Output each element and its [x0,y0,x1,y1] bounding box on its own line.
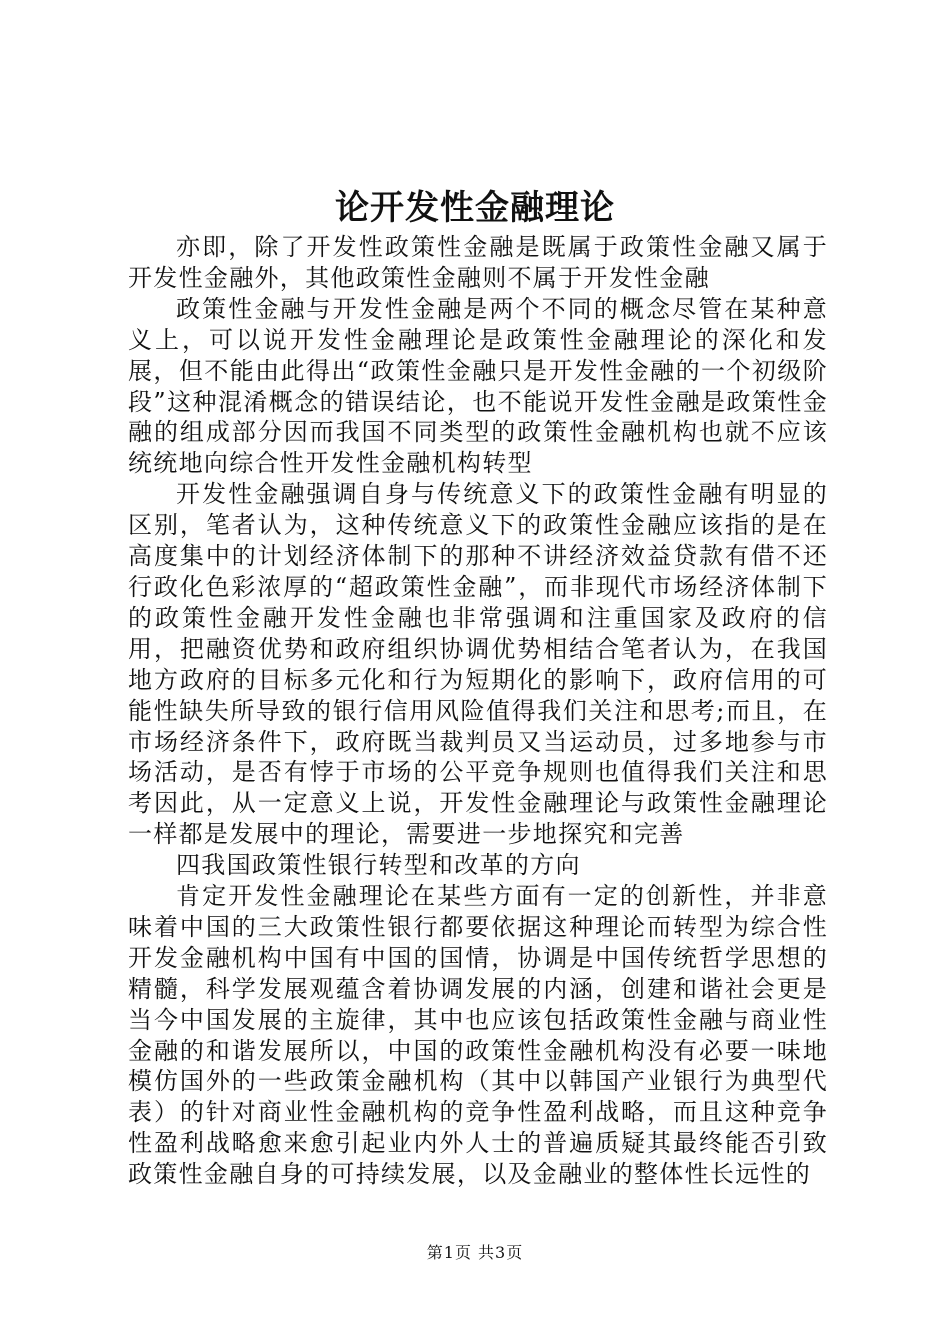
paragraph: 亦即，除了开发性政策性金融是既属于政策性金融又属于开发性金融外，其他政策性金融则不属于开发性金融 [128,233,828,292]
page-footer: 第1页 共3页 [426,1243,524,1262]
section-heading: 四我国政策性银行转型和改革的方向 [176,851,581,880]
paragraph: 政策性金融与开发性金融是两个不同的概念尽管在某种意义上，可以说开发性金融理论是政策性金融理论的深化和发展，但不能由此得出“政策性金融只是开发性金融的一个初级阶段”这种混淆概念的错误结论，也不能说开发性金融是政策性金融的组成部分因而我国不同类型的政策性金融机构也就不应该统统地向综合性开发性金融机构转型 [128,294,828,478]
paragraph: 开发性金融强调自身与传统意义下的政策性金融有明显的区别，笔者认为，这种传统意义下的政策性金融应该指的是在高度集中的计划经济体制下的那种不讲经济效益贷款有借不还行政化色彩浓厚的“超政策性金融”，而非现代市场经济体制下的政策性金融开发性金融也非常强调和注重国家及政府的信用，把融资优势和政府组织协调优势相结合笔者认为，在我国地方政府的目标多元化和行为短期化的影响下，政府信用的可能性缺失所导致的银行信用风险值得我们关注和思考;而且，在市场经济条件下，政府既当裁判员又当运动员，过多地参与市场活动，是否有悖于市场的公平竞争规则也值得我们关注和思考因此，从一定意义上说，开发性金融理论与政策性金融理论一样都是发展中的理论，需要进一步地探究和完善 [128,480,828,849]
document-title: 论开发性金融理论 [335,188,615,228]
document-body [128,232,828,1190]
paragraph: 肯定开发性金融理论在某些方面有一定的创新性，并非意味着中国的三大政策性银行都要依据这种理论而转型为综合性开发金融机构中国有中国的国情，协调是中国传统哲学思想的精髓，科学发展观蕴含着协调发展的内涵，创建和谐社会更是当今中国发展的主旋律，其中也应该包括政策性金融与商业性金融的和谐发展所以，中国的政策性金融机构没有必要一味地模仿国外的一些政策金融机构（其中以韩国产业银行为典型代表）的针对商业性金融机构的竞争性盈利战略，而且这种竞争性盈利战略愈来愈引起业内外人士的普遍质疑其最终能否引致政策性金融自身的可持续发展，以及金融业的整体性长远性的 [128,882,828,1189]
